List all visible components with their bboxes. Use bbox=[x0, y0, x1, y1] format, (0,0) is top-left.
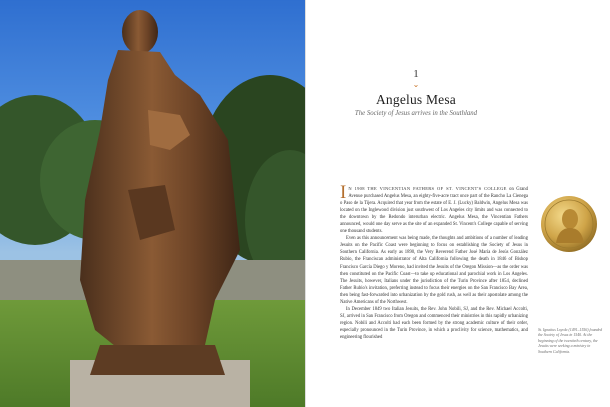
chevron-ornament-icon: ⌄ bbox=[412, 80, 420, 89]
paragraph: Even as this announcement was being made, the thoughts and ambitions of a number of leading Jesuits on the Pacific Coast were beginning to focus on establishing the Society of Jesus in Southern California. As early as 1890, the Very Reverend Father José María de Jesús González Rubio, the Franciscan administrator of Alta California following the death in 1846 of Bishop Francisco García Diego y Moreno, had invited the Jesuits of the Oregon Mission—as the order was then constituted on the Pacific Coast—to take up educational and parochial work in Los Angeles. The Jesuits, however, Italians under the jurisdiction of the Turin Province after 1854, declined Father Rubio's invitation, preferring instead to focus their energies on the San Francisco Bay Area, then being fast-forwarded into urbanization by the gold rush, as well as their apostolate among the Native Americans of the Northwest. bbox=[340, 236, 528, 305]
chapter-number: 1 bbox=[413, 68, 419, 80]
body-text bbox=[340, 182, 528, 341]
gold-medal-image bbox=[540, 195, 598, 253]
chapter-subtitle: The Society of Jesus arrives in the Southland bbox=[354, 110, 478, 117]
drop-cap: I bbox=[340, 182, 347, 203]
chapter-title: Angelus Mesa bbox=[375, 92, 456, 107]
paragraph: In December 1849 two Italian Jesuits, the Rev. John Nobili, SJ, and the Rev. Michael Accolti, SJ, arrived in San Francisco from Oregon and commenced their ministries in this rapidly urbanizing region. Nobili and Accolti had each been formed by the strong academic culture of their order, especially pronounced in the Turin Province, in which a proclivity for science, mathematics, and engineering flourished bbox=[340, 306, 528, 340]
paragraph bbox=[340, 182, 528, 235]
right-page bbox=[306, 0, 610, 407]
lead-in: N 1908 THE VINCENTIAN FATHERS OF ST. VINCENT'S COLLEGE bbox=[348, 186, 507, 191]
image-caption: St. Ignatius Loyola (1491–1556) founded the Society of Jesus in 1540. At the beginning of the twentieth century, the Jesuits were seeking a ministry in Southern California. bbox=[538, 328, 603, 354]
paragraph-text: on Grand Avenue purchased Angelus Mesa, an eighty-five-acre tract once part of the Rancho La Cienega o Paso de la Tijera. Acquired that year from the estate of E. J. (Lucky) Baldwin, Angelus Mesa was located on the Inglewood division just southwest of Los Angeles city limits and was connected to the downtown by the Redondo interurban electric. Angelus Mesa, the Vincentian Fathers announced, would one day serve as the site of an expanded St. Vincent's College capable of serving one thousand students. bbox=[340, 187, 528, 235]
